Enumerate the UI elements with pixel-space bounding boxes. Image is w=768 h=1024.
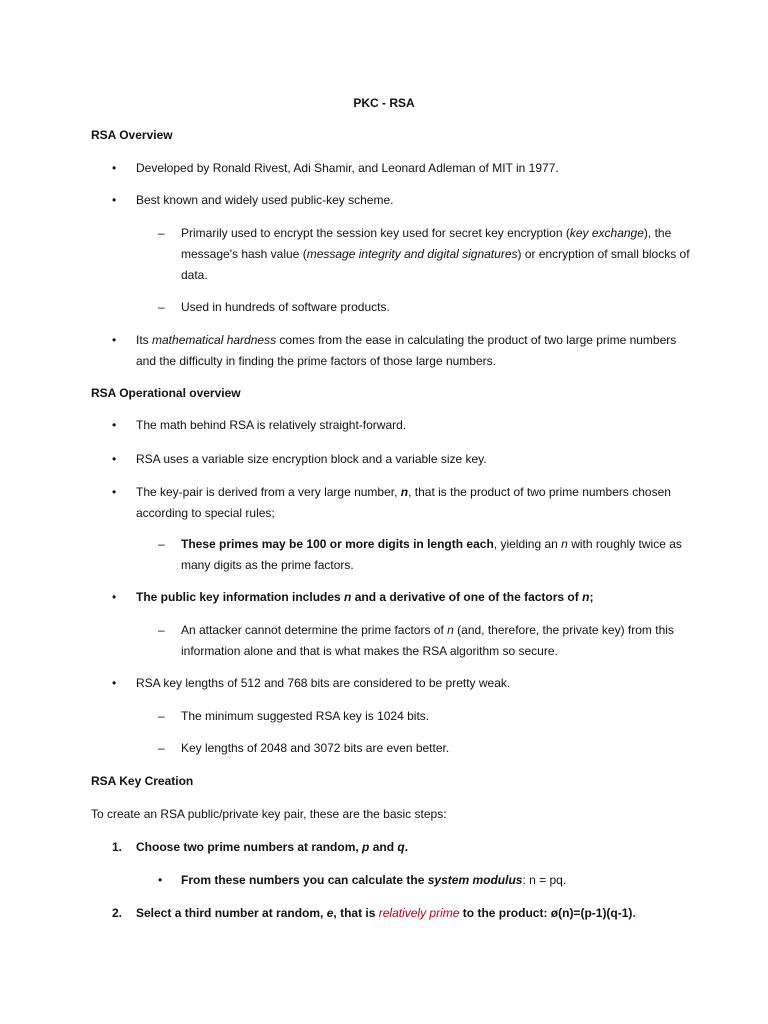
page-title: PKC - RSA	[353, 96, 415, 110]
dash-icon: –	[158, 623, 165, 637]
operational-bullet-1: The math behind RSA is relatively straight-forward.	[136, 418, 407, 432]
heading-rsa-overview: RSA Overview	[91, 128, 173, 142]
step-number: 1.	[112, 840, 123, 854]
bullet-icon: •	[112, 161, 117, 175]
dash-icon: –	[158, 537, 165, 551]
bullet-icon: •	[112, 590, 117, 604]
operational-bullet-5: RSA key lengths of 512 and 768 bits are considered to be pretty weak.	[136, 676, 511, 690]
bullet-icon: •	[112, 193, 117, 207]
bullet-icon: •	[158, 873, 163, 887]
overview-bullet-2-sub-2: Used in hundreds of software products.	[181, 300, 390, 314]
overview-bullet-1: Developed by Ronald Rivest, Adi Shamir, and Leonard Adleman of MIT in 1977.	[136, 161, 559, 175]
overview-bullet-3: Its mathematical hardness comes from the ease in calculating the product of two large prime numbers and the difficulty in finding the prime factors of those large numbers.	[136, 333, 677, 368]
key-creation-step-1: Choose two prime numbers at random, p and q.	[136, 840, 409, 854]
operational-bullet-3-sub-1: These primes may be 100 or more digits in length each, yielding an n with roughly twice as many digits as the prime factors.	[181, 537, 682, 572]
bullet-icon: •	[112, 418, 117, 432]
operational-bullet-5-sub-1: The minimum suggested RSA key is 1024 bits.	[181, 709, 430, 723]
operational-bullet-2: RSA uses a variable size encryption block and a variable size key.	[136, 452, 487, 466]
operational-bullet-5-sub-2: Key lengths of 2048 and 3072 bits are even better.	[181, 741, 450, 755]
operational-bullet-3: The key-pair is derived from a very large number, n, that is the product of two prime numbers chosen according to special rules;	[136, 485, 671, 520]
dash-icon: –	[158, 709, 165, 723]
heading-rsa-key-creation: RSA Key Creation	[91, 774, 194, 788]
key-creation-step-2: Select a third number at random, e, that is relatively prime to the product: ø(n)=(p-1)(q-1).	[136, 906, 636, 920]
step-number: 2.	[112, 906, 123, 920]
overview-bullet-2-sub-1: Primarily used to encrypt the session key used for secret key encryption (key exchange), the message's hash value (message integrity and digital signatures) or encryption of small blocks of data.	[181, 226, 690, 282]
dash-icon: –	[158, 300, 165, 314]
bullet-icon: •	[112, 485, 117, 499]
overview-bullet-2: Best known and widely used public-key scheme.	[136, 193, 394, 207]
heading-rsa-operational-overview: RSA Operational overview	[91, 386, 241, 400]
operational-bullet-4: The public key information includes n and a derivative of one of the factors of n;	[136, 590, 594, 604]
bullet-icon: •	[112, 676, 117, 690]
bullet-icon: •	[112, 333, 117, 347]
bullet-icon: •	[112, 452, 117, 466]
dash-icon: –	[158, 741, 165, 755]
operational-bullet-4-sub-1: An attacker cannot determine the prime factors of n (and, therefore, the private key) from this information alone and that is what makes the RSA algorithm so secure.	[181, 623, 674, 658]
dash-icon: –	[158, 226, 165, 240]
key-creation-intro: To create an RSA public/private key pair, these are the basic steps:	[91, 807, 447, 821]
key-creation-step-1-sub: From these numbers you can calculate the system modulus: n = pq.	[181, 873, 567, 887]
